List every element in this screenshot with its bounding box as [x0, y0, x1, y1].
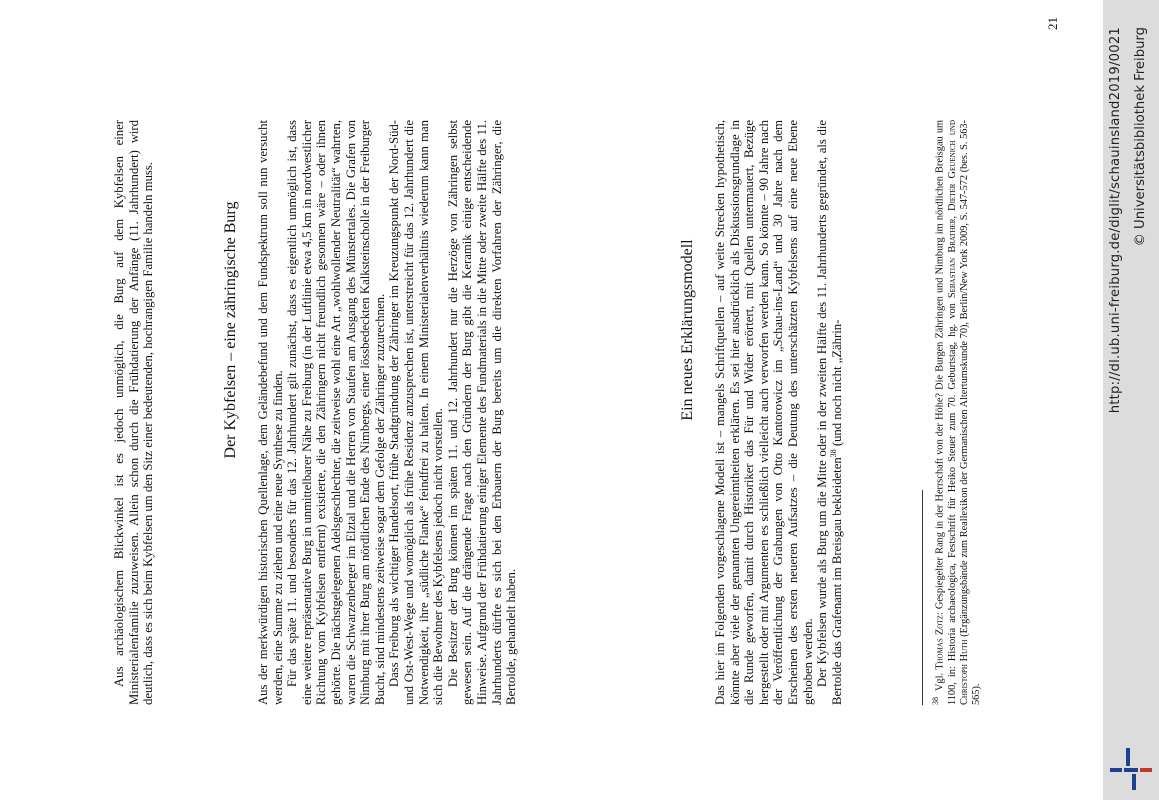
- paragraph: Das hier im Folgenden vorgeschlagene Modell ist – mangels Schriftquellen – auf weite Strecken hypothetisch, könnte aber viele der genannten Ungereimtheiten erklären. Es sei hier ausdrücklich als Diskussionsgrundlage in die Runde geworfen, damit durch Historiker das Für und Wider erörtert, mit Quellen untermauert, Bezüge hergestellt oder mit Argumenten es schließlich vielleicht auch verworfen werden kann. So könnte – 90 Jahre nach der Veröffentlichung der Grabungen von Otto Kantorowicz im „Schau-ins-Land“ und 30 Jahre nach dem Erscheinen des ersten neueren Aufsatzes – die Deutung des unterschätzten Kybfelsens auf eine neue Ebene gehoben werden.: [713, 120, 815, 705]
- section-body-kybfelsen: [256, 120, 519, 705]
- section-heading-erklaerungsmodell: Ein neues Erklärungsmodell: [679, 239, 696, 421]
- footnote: [930, 120, 984, 705]
- copyright-notice: © Universitätsbibliothek Freiburg: [1133, 27, 1148, 247]
- library-logo-icon: [1108, 744, 1154, 794]
- page-number: 21: [1045, 17, 1060, 30]
- footnote-text: : Gespiegelter Rang in der Herrschaft von der Höhe? Die Burgen Zähringen und Nimburg im nördlichen Breisgau um 1100, in: Historia archaeologica, Festschrift für Heiko Steuer zum 70. Geburtstag, hg. von: [934, 120, 958, 705]
- footnote-ref: 38: [828, 449, 838, 458]
- section-body-erklaerungsmodell: [713, 120, 844, 705]
- footnote-text: Vgl.: [934, 669, 946, 691]
- footnote-author: Thomas Zotz: [934, 615, 946, 670]
- paragraph: Die Besitzer der Burg können im späten 11. und 12. Jahrhundert nur die Herzöge von Zähringen selbst gewesen sein. Auf die drängende Frage nach den Gründern der Burg gibt die Keramik einige entscheidende Hinweise. Aufgrund der Frühdatierung einiger Elemente des Fundmaterials in die Mitte oder zweite Hälfte des 11. Jahrhunderts dürfte es sich bei den Erbauern der Burg bereits um die direkten Vorfahren der Zähringer, die Bertolde, gehandelt haben.: [445, 120, 519, 705]
- footnote-editors: Sebastian Brather, Dieter Geuenich und Christoph Huth: [946, 120, 971, 705]
- paragraph: [815, 120, 844, 705]
- footnote-text: (Ergänzungsbände zum Reallexikon der Germanischen Altertumskunde 70), Berlin/New York 2009, S. 547-572 (bes. S. 563-565).: [959, 120, 983, 705]
- sidebar-text: [1103, 0, 1159, 800]
- intro-paragraph: [112, 120, 156, 705]
- footnote-divider: [922, 490, 923, 705]
- intro-text: Aus archäologischem Blickwinkel ist es jedoch unmöglich, die Burg auf dem Kybfelsen einer Ministerialenfamilie zuzuweisen. Allein schon durch die Frühdatierung der Anfänge (11. Jahrhundert) wird deutlich, dass es sich beim Kybfelsen um den Sitz einer bedeutenden, hochrangigen Familie handeln muss.: [112, 120, 156, 705]
- section-heading-kybfelsen: Der Kybfelsen – eine zähringische Burg: [222, 201, 239, 459]
- paragraph: Aus der merkwürdigen historischen Quellenlage, dem Geländebefund und dem Fundspektrum soll nun versucht werden, eine Summe zu ziehen und eine neue Synthese zu finden.: [256, 120, 285, 705]
- paragraph-text-cont: (und noch nicht „Zährin-: [829, 319, 844, 450]
- paragraph: Für das späte 11. und besonders für das 12. Jahrhundert gilt zunächst, dass es eigentlich unmöglich ist, dass eine weitere repräsentative Burg in unmittelbarer Nähe zu Freiburg (in der Luftlinie etwa 4,5 km in nordwestlicher Richtung vom Kybfelsen entfernt) existierte, die den Zähringern nicht freundlich gesonnen wäre – oder ihnen gehörte. Die nächstgelegenen Adelsgeschlechter, die zeitweise wohl eine Art „wohlwollender Neutralität“ wahrten, waren die Schwarzenberger im Elztal und die Herren von Staufen am Ausgang des Münstertales. Die Grafen von Nimburg mit ihrer Burg am nördlichen Ende des Nimbergs, einer lössbedeckten Kalksteinscholle in der Freiburger Bucht, sind mindestens zeitweise sogar dem Gefolge der Zähringer zuzurechnen.: [285, 120, 387, 705]
- paragraph: Dass Freiburg als wichtiger Handelsort, frühe Stadtgründung der Zähringer im Kreuzungspunkt der Nord-Süd- und Ost-West-Wege und womöglich als frühe Residenz anzusprechen ist, unterstreicht für das 12. Jahrhundert die Notwendigkeit, ihre „südliche Flanke“ feindfrei zu halten. In einem Ministerialenverhältnis wiederum kann man sich die Bewohner des Kybfelsens jedoch nicht vorstellen.: [387, 120, 446, 705]
- paragraph-text: Der Kybfelsen wurde als Burg um die Mitte oder in der zweiten Hälfte des 11. Jahrhunderts gegründet, als die Bertolde das Grafenamt im Breisgau bekleideten: [815, 120, 844, 705]
- source-url-link[interactable]: http://dl.ub.uni-freiburg.de/diglit/schauinsland2019/0021: [1108, 27, 1123, 414]
- footnote-number: 38: [931, 697, 940, 705]
